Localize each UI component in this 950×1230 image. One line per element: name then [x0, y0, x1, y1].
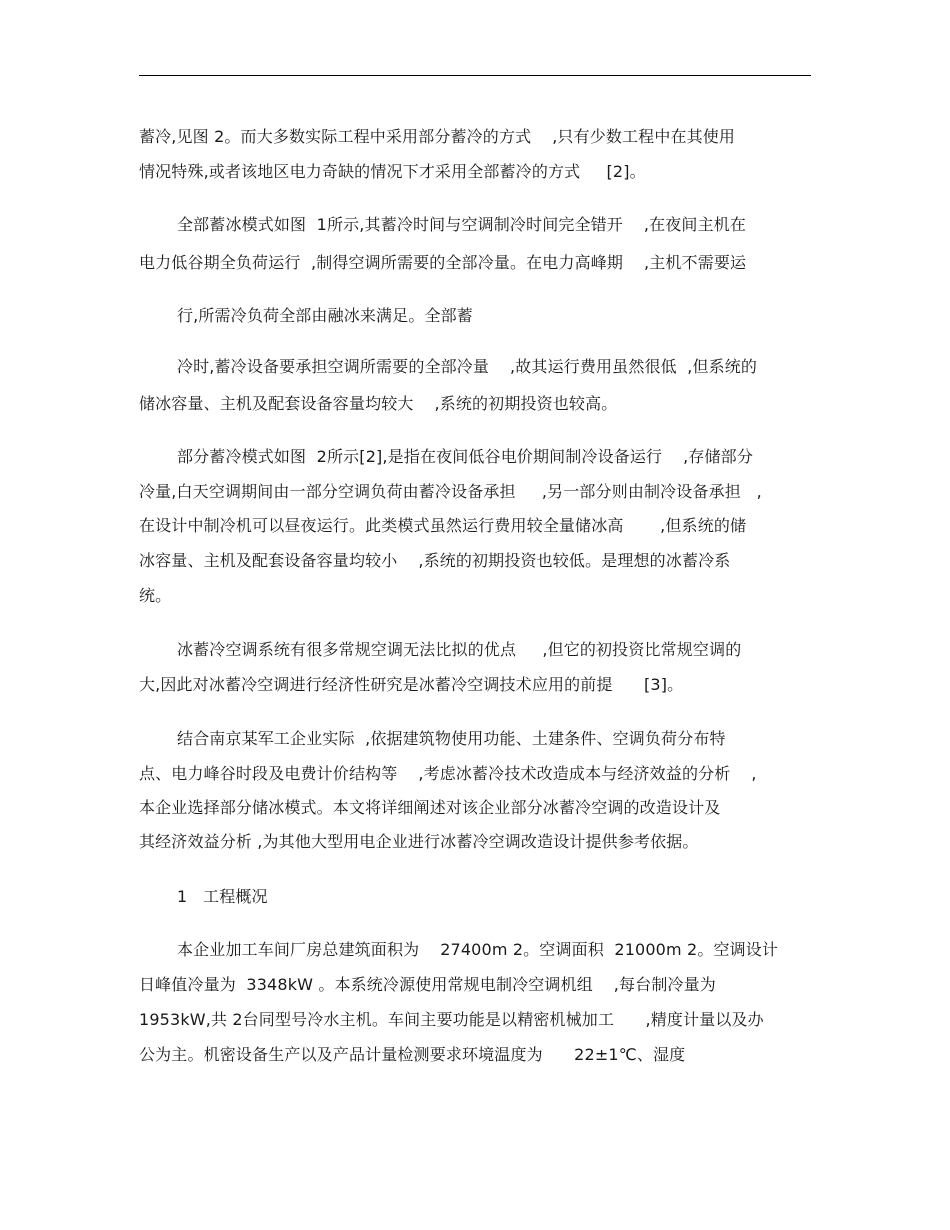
text-line: 冷时,蓄冷设备要承担空调所需要的全部冷量 ,故其运行费用虽然很低 ,但系统的: [177, 357, 758, 376]
text-line: 行,所需冷负荷全部由融冰来满足。全部蓄: [177, 306, 473, 325]
text-line: 部分蓄冷模式如图 2所示[2],是指在夜间低谷电价期间制冷设备运行 ,存储部分: [177, 447, 753, 466]
text-line: 统。: [139, 586, 172, 605]
text-line: 情况特殊,或者该地区电力奇缺的情况下才采用全部蓄冷的方式 [2]。: [139, 162, 646, 181]
section-heading: 1 工程概况: [177, 887, 268, 906]
header-rule: [139, 75, 811, 76]
text-line: 本企业加工车间厂房总建筑面积为 27400m 2。空调面积 21000m 2。空调设计: [177, 940, 779, 959]
text-line: 全部蓄冰模式如图 1所示,其蓄冷时间与空调制冷时间完全错开 ,在夜间主机在: [177, 215, 747, 234]
text-line: 结合南京某军工企业实际 ,依据建筑物使用功能、土建条件、空调负荷分布特: [177, 729, 726, 748]
text-line: 冰容量、主机及配套设备容量均较小 ,系统的初期投资也较低。是理想的冰蓄冷系: [139, 551, 731, 570]
text-line: 大,因此对冰蓄冷空调进行经济性研究是冰蓄冷空调技术应用的前提 [3]。: [139, 675, 684, 694]
text-line: 本企业选择部分储冰模式。本文将详细阐述对该企业部分冰蓄冷空调的改造设计及: [139, 798, 721, 817]
text-line: 在设计中制冷机可以昼夜运行。此类模式虽然运行费用较全量储冰高 ,但系统的储: [139, 516, 747, 535]
text-line: 蓄冷,见图 2。而大多数实际工程中采用部分蓄冷的方式 ,只有少数工程中在其使用: [139, 127, 736, 146]
text-line: 日峰值冷量为 3348kW 。本系统冷源使用常规电制冷空调机组 ,每台制冷量为: [139, 975, 716, 994]
text-line: 其经济效益分析 ,为其他大型用电企业进行冰蓄冷空调改造设计提供参考依据。: [139, 832, 699, 851]
text-line: 冰蓄冷空调系统有很多常规空调无法比拟的优点 ,但它的初投资比常规空调的: [177, 640, 742, 659]
text-line: 公为主。机密设备生产以及产品计量检测要求环境温度为 22±1℃、湿度: [139, 1045, 686, 1064]
text-line: 冷量,白天空调期间由一部分空调负荷由蓄冷设备承担 ,另一部分则由制冷设备承担 ,: [139, 482, 762, 501]
text-line: 1953kW,共 2台同型号冷水主机。车间主要功能是以精密机械加工 ,精度计量以及办: [139, 1010, 764, 1029]
text-line: 储冰容量、主机及配套设备容量均较大 ,系统的初期投资也较高。: [139, 394, 618, 413]
text-line: 电力低谷期全负荷运行 ,制得空调所需要的全部冷量。在电力高峰期 ,主机不需要运: [139, 253, 747, 272]
text-line: 点、电力峰谷时段及电费计价结构等 ,考虑冰蓄冷技术改造成本与经济效益的分析 ,: [139, 764, 757, 783]
